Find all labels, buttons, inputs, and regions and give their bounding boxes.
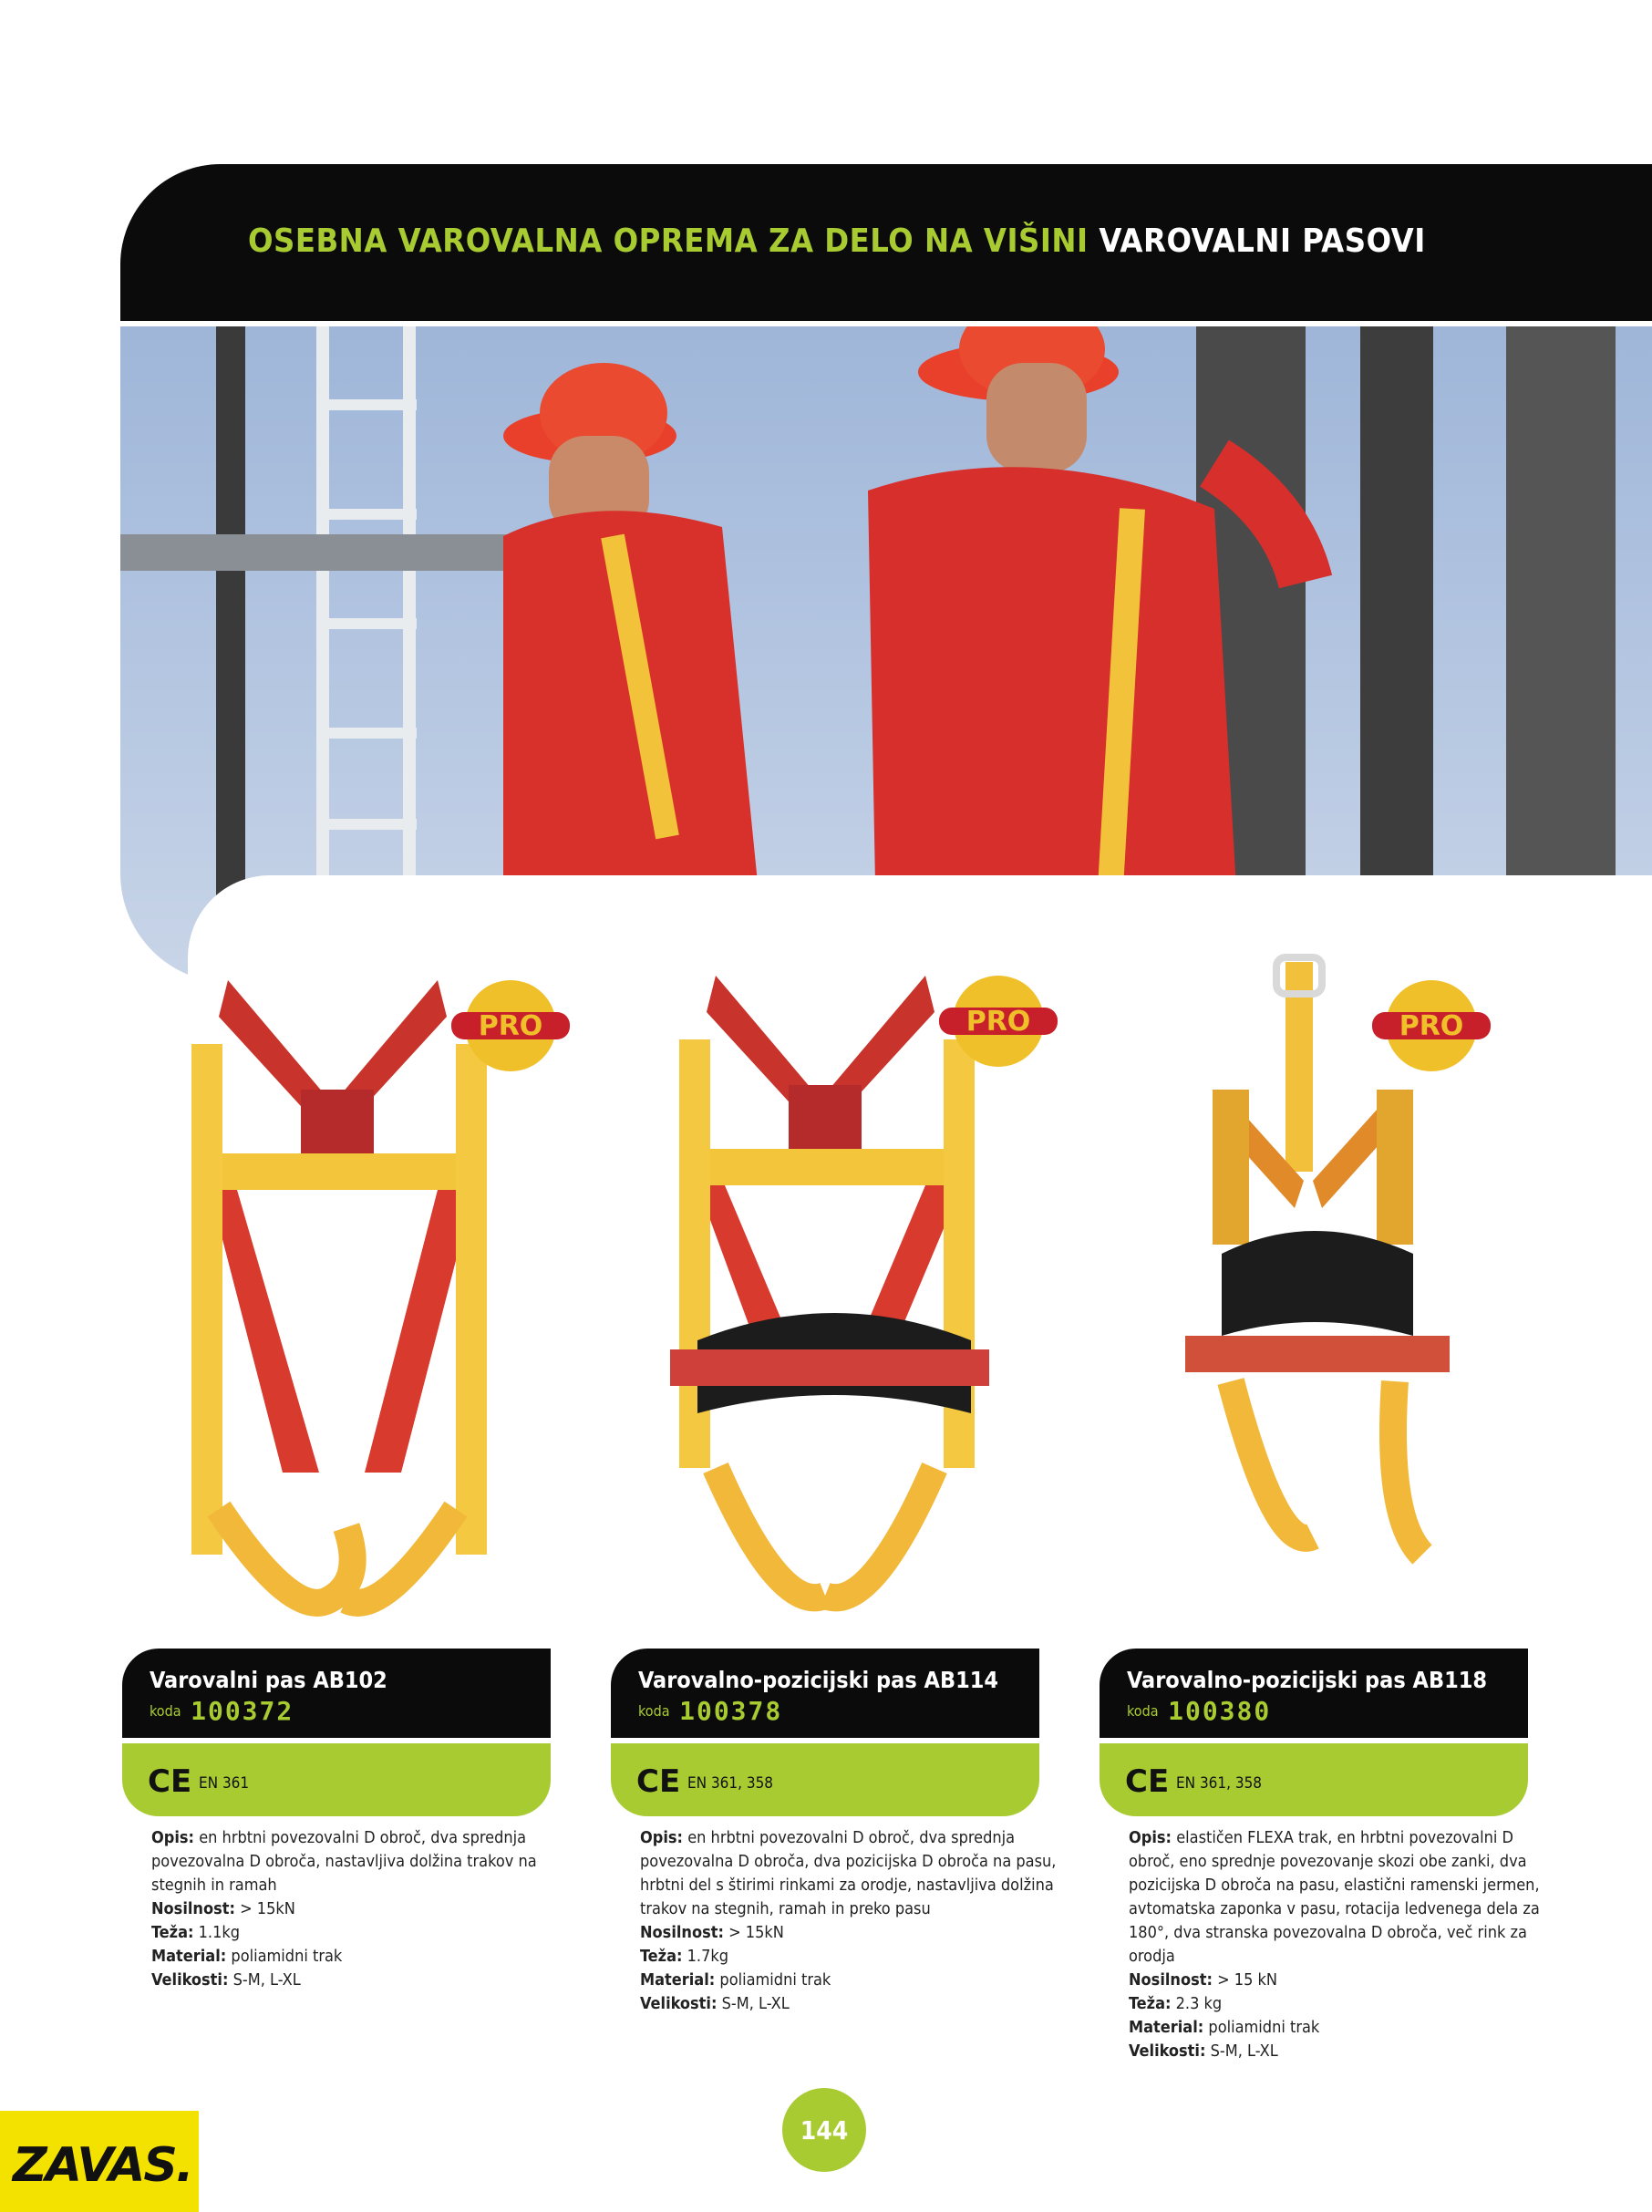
nosilnost-label: Nosilnost:: [1129, 1970, 1213, 1990]
product-name: Varovalno-pozicijski pas AB118: [1127, 1667, 1488, 1693]
teza-value: 1.7kg: [687, 1947, 729, 1966]
standard-text: EN 361, 358: [1176, 1774, 1263, 1793]
velikosti-label: Velikosti:: [640, 1994, 718, 2013]
code-label: koda: [1127, 1702, 1159, 1720]
opis-label: Opis:: [640, 1828, 684, 1847]
subcategory-title: VAROVALNI PASOVI: [1099, 222, 1426, 260]
material-value: poliamidni trak: [1208, 2018, 1320, 2037]
product-name: Varovalno-pozicijski pas AB114: [638, 1667, 999, 1693]
svg-text:PRO: PRO: [1399, 1010, 1464, 1042]
page-number: 144: [782, 2088, 866, 2172]
teza-value: 1.1kg: [198, 1923, 241, 1942]
opis-text: en hrbtni povezovalni D obroč, dva sprednja povezovalna D obroča, nastavljiva dolžina trakov na stegnih in ramah: [151, 1828, 537, 1895]
product-description-ab102: [151, 1826, 580, 1992]
standard-text: EN 361: [199, 1774, 250, 1793]
velikosti-label: Velikosti:: [151, 1970, 229, 1990]
product-name: Varovalni pas AB102: [150, 1667, 387, 1693]
velikosti-value: S-M, L-XL: [232, 1970, 301, 1990]
product-code-row: [638, 1696, 782, 1726]
material-value: poliamidni trak: [231, 1947, 343, 1966]
harness-ab118-image: [1167, 953, 1550, 1628]
opis-text: elastičen FLEXA trak, en hrbtni povezovalni D obroč, eno sprednje povezovanje skozi obe zanki, dva pozicijska D obroča na pasu, elastični ramenski jermen, avtomatska zaponka v pasu, rotacija ledvenega dela za 180°, dva stranska povezovalna D obroča, več rink za orodja: [1129, 1828, 1540, 1966]
teza-label: Teža:: [151, 1923, 194, 1942]
nosilnost-label: Nosilnost:: [640, 1923, 724, 1942]
nosilnost-label: Nosilnost:: [151, 1899, 235, 1918]
product-title-ab114: [611, 1649, 1039, 1738]
material-label: Material:: [1129, 2018, 1204, 2037]
product-title-ab102: [122, 1649, 551, 1738]
product-code-row: [1127, 1696, 1271, 1726]
nosilnost-value: > 15 kN: [1217, 1970, 1278, 1990]
product-code: 100378: [679, 1696, 783, 1726]
nosilnost-value: > 15kN: [728, 1923, 784, 1942]
svg-text:PRO: PRO: [478, 1010, 543, 1042]
material-label: Material:: [151, 1947, 227, 1966]
harness-ab102-image: [182, 962, 583, 1637]
product-description-ab114: [640, 1826, 1069, 2016]
velikosti-value: S-M, L-XL: [1210, 2041, 1278, 2061]
opis-label: Opis:: [1129, 1828, 1172, 1847]
category-title: OSEBNA VAROVALNA OPREMA ZA DELO NA VIŠINI: [248, 222, 1089, 260]
brand-logo-text: ZAVAS.: [13, 2138, 192, 2193]
product-title-ab118: [1100, 1649, 1528, 1738]
material-value: poliamidni trak: [719, 1970, 831, 1990]
teza-value: 2.3 kg: [1175, 1994, 1223, 2013]
pro-badge-icon: [1372, 980, 1491, 1071]
ce-mark-icon: CE: [148, 1763, 192, 1800]
page-title: [248, 222, 1426, 260]
standard-box-ab102: [122, 1743, 551, 1816]
material-label: Material:: [640, 1970, 716, 1990]
velikosti-value: S-M, L-XL: [721, 1994, 790, 2013]
velikosti-label: Velikosti:: [1129, 2041, 1206, 2061]
product-code-row: [150, 1696, 294, 1726]
opis-label: Opis:: [151, 1828, 195, 1847]
standard-box-ab118: [1100, 1743, 1528, 1816]
product-description-ab118: [1129, 1826, 1557, 2063]
standard-text: EN 361, 358: [687, 1774, 774, 1793]
teza-label: Teža:: [1129, 1994, 1172, 2013]
product-code: 100380: [1168, 1696, 1272, 1726]
code-label: koda: [638, 1702, 670, 1720]
ce-mark-icon: CE: [1125, 1763, 1170, 1800]
nosilnost-value: > 15kN: [240, 1899, 295, 1918]
ce-mark-icon: CE: [636, 1763, 681, 1800]
product-code: 100372: [191, 1696, 294, 1726]
teza-label: Teža:: [640, 1947, 683, 1966]
opis-text: en hrbtni povezovalni D obroč, dva sprednja povezovalna D obroča, dva pozicijska D obroča na pasu, hrbtni del s štirimi rinkami za orodje, nastavljiva dolžina trakov na stegnih, ramah in preko pasu: [640, 1828, 1057, 1918]
svg-text:PRO: PRO: [965, 1006, 1031, 1038]
harness-ab114-image: [661, 957, 1071, 1641]
code-label: koda: [150, 1702, 181, 1720]
brand-logo: [0, 2111, 199, 2212]
standard-box-ab114: [611, 1743, 1039, 1816]
